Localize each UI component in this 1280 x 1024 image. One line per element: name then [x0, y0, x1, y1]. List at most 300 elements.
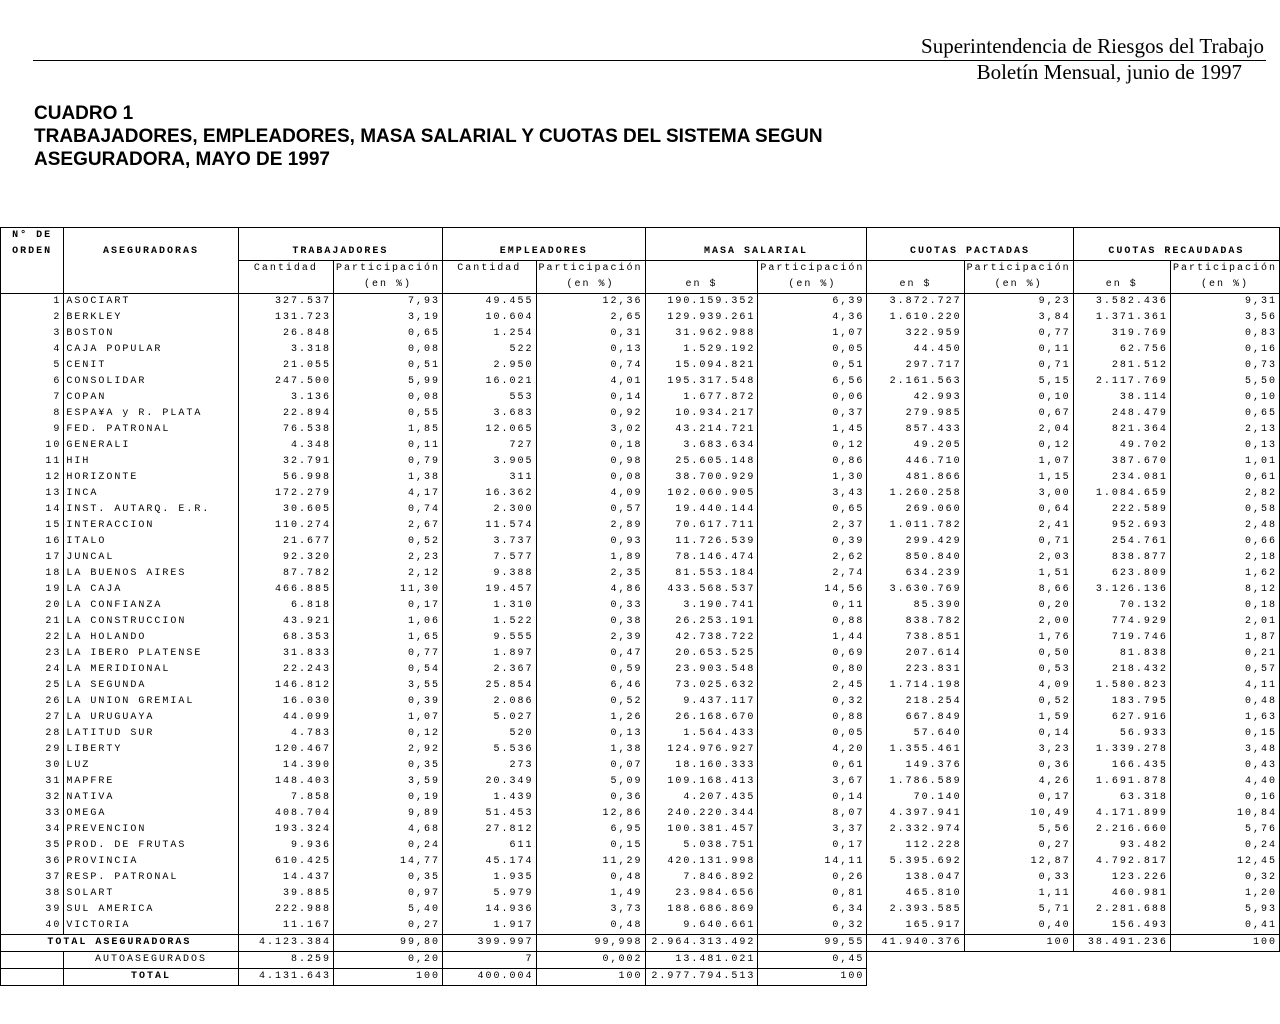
cell-value: 30.605: [238, 502, 333, 518]
cell-value: 1,51: [964, 566, 1073, 582]
cell-value: 952.693: [1073, 518, 1170, 534]
cell-value: 0,40: [964, 918, 1073, 935]
cell-value: 0,81: [758, 886, 867, 902]
cell-value: 6.818: [238, 598, 333, 614]
cell-value: 5,71: [964, 902, 1073, 918]
subheader-en-pct: (en %): [964, 277, 1073, 294]
cell-value: 38.114: [1073, 390, 1170, 406]
table-title-line-1: TRABAJADORES, EMPLEADORES, MASA SALARIAL Y CUOTAS DEL SISTEMA SEGUN: [34, 126, 823, 147]
cell-value: 1.917: [443, 918, 537, 935]
table-row: [1, 726, 1280, 742]
cell-value: 2,48: [1170, 518, 1279, 534]
cell-value: 0,48: [1170, 694, 1279, 710]
row-order: 12: [1, 470, 64, 486]
table-row: [1, 710, 1280, 726]
table-row: [1, 598, 1280, 614]
table-row: [1, 518, 1280, 534]
cell-value: 0,86: [758, 454, 867, 470]
cell-value: 1.522: [443, 614, 537, 630]
table-row: [1, 486, 1280, 502]
cell-value: 76.538: [238, 422, 333, 438]
subheader-participacion: Participación: [964, 261, 1073, 278]
table-row: [1, 822, 1280, 838]
cell-value: 2.161.563: [867, 374, 964, 390]
insurer-name: INTERACCION: [64, 518, 238, 534]
cell-value: 3.582.436: [1073, 294, 1170, 311]
insurer-name: MAPFRE: [64, 774, 238, 790]
insurer-name: LA URUGUAYA: [64, 710, 238, 726]
subheader-en-pesos: en $: [867, 277, 964, 294]
cell-value: 1,63: [1170, 710, 1279, 726]
cell-value: 9.936: [238, 838, 333, 854]
cell-value: 0,52: [964, 694, 1073, 710]
cell-value: 522: [443, 342, 537, 358]
cell-value: 1,30: [758, 470, 867, 486]
cell-value: 9.555: [443, 630, 537, 646]
cell-value: 520: [443, 726, 537, 742]
cell-value: 2,45: [758, 678, 867, 694]
insurer-name: OMEGA: [64, 806, 238, 822]
cell-value: 0,05: [758, 342, 867, 358]
table-row: [1, 406, 1280, 422]
cell-value: 0,41: [1170, 918, 1279, 935]
cell-value: 7.577: [443, 550, 537, 566]
cell-value: 1.371.361: [1073, 310, 1170, 326]
cell-value: 3,55: [334, 678, 443, 694]
cell-value: 838.877: [1073, 550, 1170, 566]
cell-value: 3.126.136: [1073, 582, 1170, 598]
cell-value: 2.964.313.492: [645, 935, 758, 952]
cell-value: 0,33: [536, 598, 645, 614]
cell-value: 2.300: [443, 502, 537, 518]
cell-value: 0,37: [758, 406, 867, 422]
cell-value: 42.993: [867, 390, 964, 406]
cell-value: 234.081: [1073, 470, 1170, 486]
cell-value: 0,05: [758, 726, 867, 742]
cell-value: 3.905: [443, 454, 537, 470]
row-order: 38: [1, 886, 64, 902]
cell-value: 10.934.217: [645, 406, 758, 422]
cell-value: 19.457: [443, 582, 537, 598]
table-row: [1, 422, 1280, 438]
cell-value: 25.854: [443, 678, 537, 694]
insurer-name: SOLART: [64, 886, 238, 902]
table-row: [1, 566, 1280, 582]
cell-value: 6,46: [536, 678, 645, 694]
cell-value: 0,08: [334, 390, 443, 406]
cell-value: 610.425: [238, 854, 333, 870]
insurer-name: LA IBERO PLATENSE: [64, 646, 238, 662]
row-order: 15: [1, 518, 64, 534]
cell-value: 299.429: [867, 534, 964, 550]
cell-value: 0,17: [964, 790, 1073, 806]
table-row: [1, 390, 1280, 406]
cell-value: 0,11: [964, 342, 1073, 358]
cell-value: 100.381.457: [645, 822, 758, 838]
cell-value: 1,38: [334, 470, 443, 486]
cell-value: 5.979: [443, 886, 537, 902]
cell-value: 0,59: [536, 662, 645, 678]
table-row: [1, 806, 1280, 822]
cell-value: 0,43: [1170, 758, 1279, 774]
cell-value: 4,11: [1170, 678, 1279, 694]
cell-value: 3,02: [536, 422, 645, 438]
cell-value: 3,00: [964, 486, 1073, 502]
cell-value: 0,14: [758, 790, 867, 806]
cell-value: 0,38: [536, 614, 645, 630]
table-row: [1, 294, 1280, 311]
insurer-name: VICTORIA: [64, 918, 238, 935]
row-order: 27: [1, 710, 64, 726]
cell-value: 4.171.899: [1073, 806, 1170, 822]
cell-value: 4.397.941: [867, 806, 964, 822]
col-orden-header-b: ORDEN: [1, 244, 64, 261]
row-order: 24: [1, 662, 64, 678]
cell-value: 0,65: [334, 326, 443, 342]
cell-value: 4,01: [536, 374, 645, 390]
cell-value: 399.997: [443, 935, 537, 952]
row-order: 17: [1, 550, 64, 566]
insurer-name: FED. PATRONAL: [64, 422, 238, 438]
cell-value: 0,69: [758, 646, 867, 662]
cell-value: 2,62: [758, 550, 867, 566]
cell-value: 1.310: [443, 598, 537, 614]
table-row: [1, 790, 1280, 806]
cell-value: 13.481.021: [645, 952, 758, 969]
cell-value: 9,89: [334, 806, 443, 822]
cell-value: 62.756: [1073, 342, 1170, 358]
cell-value: 0,50: [964, 646, 1073, 662]
subheader-cantidad: Cantidad: [238, 261, 333, 278]
cell-value: 1.564.433: [645, 726, 758, 742]
cell-value: 5,15: [964, 374, 1073, 390]
col-aseguradoras-header: ASEGURADORAS: [64, 244, 238, 261]
table-row: [1, 694, 1280, 710]
row-order: 36: [1, 854, 64, 870]
insurer-rows: [1, 294, 1280, 935]
insurer-name: LATITUD SUR: [64, 726, 238, 742]
cell-value: 0,57: [1170, 662, 1279, 678]
cell-value: 821.364: [1073, 422, 1170, 438]
cell-value: 70.617.711: [645, 518, 758, 534]
cell-value: 9,23: [964, 294, 1073, 311]
cell-value: 14.390: [238, 758, 333, 774]
total-aseguradoras-row: [1, 935, 1280, 952]
cell-value: 627.916: [1073, 710, 1170, 726]
cell-value: 0,20: [334, 952, 443, 969]
cell-value: 0,77: [334, 646, 443, 662]
cell-value: 16.362: [443, 486, 537, 502]
cell-value: 0,12: [758, 438, 867, 454]
cell-value: 8,66: [964, 582, 1073, 598]
cell-value: 0,74: [334, 502, 443, 518]
cell-value: 9,31: [1170, 294, 1279, 311]
cell-value: 0,35: [334, 758, 443, 774]
insurer-name: LA CAJA: [64, 582, 238, 598]
subheader-en-pct: (en %): [334, 277, 443, 294]
table-row: [1, 534, 1280, 550]
cell-value: 3.872.727: [867, 294, 964, 311]
cell-value: 0,39: [758, 534, 867, 550]
cell-value: 2,23: [334, 550, 443, 566]
cell-value: 3,43: [758, 486, 867, 502]
cell-value: 553: [443, 390, 537, 406]
insurer-name: CONSOLIDAR: [64, 374, 238, 390]
cell-value: 0,52: [536, 694, 645, 710]
cell-value: 25.605.148: [645, 454, 758, 470]
total-row: [1, 969, 1280, 986]
cell-value: 2.332.974: [867, 822, 964, 838]
cell-value: 1.786.589: [867, 774, 964, 790]
cell-value: 222.589: [1073, 502, 1170, 518]
cell-value: 3.190.741: [645, 598, 758, 614]
cell-value: 0,71: [964, 534, 1073, 550]
insurer-name: SUL AMERICA: [64, 902, 238, 918]
cell-value: 166.435: [1073, 758, 1170, 774]
insurer-name: NATIVA: [64, 790, 238, 806]
row-order: 26: [1, 694, 64, 710]
cell-value: 0,74: [536, 358, 645, 374]
cell-value: 719.746: [1073, 630, 1170, 646]
cell-value: 273: [443, 758, 537, 774]
cell-value: 149.376: [867, 758, 964, 774]
insurer-name: INST. AUTARQ. E.R.: [64, 502, 238, 518]
table-row: [1, 630, 1280, 646]
cell-value: 3,48: [1170, 742, 1279, 758]
cell-value: 195.317.548: [645, 374, 758, 390]
row-order: 6: [1, 374, 64, 390]
table-title-line-2: ASEGURADORA, MAYO DE 1997: [34, 149, 330, 170]
cell-value: 465.810: [867, 886, 964, 902]
cell-value: 247.500: [238, 374, 333, 390]
row-order: 1: [1, 294, 64, 311]
cell-value: 4,09: [964, 678, 1073, 694]
cell-value: 5,76: [1170, 822, 1279, 838]
cell-value: 2,04: [964, 422, 1073, 438]
cell-value: 4,36: [758, 310, 867, 326]
cell-value: 667.849: [867, 710, 964, 726]
insurer-name: ITALO: [64, 534, 238, 550]
table-row: [1, 646, 1280, 662]
insurer-name: GENERALI: [64, 438, 238, 454]
cell-value: 1.084.659: [1073, 486, 1170, 502]
insurer-name: ASOCIART: [64, 294, 238, 311]
cell-value: 5.038.751: [645, 838, 758, 854]
cell-value: 1,07: [334, 710, 443, 726]
cell-value: 15.094.821: [645, 358, 758, 374]
cell-value: 3,67: [758, 774, 867, 790]
cell-value: 10.604: [443, 310, 537, 326]
cell-value: 148.403: [238, 774, 333, 790]
row-order: 30: [1, 758, 64, 774]
row-order: 5: [1, 358, 64, 374]
cell-value: 0,07: [536, 758, 645, 774]
cell-value: 0,48: [536, 918, 645, 935]
cell-value: 49.702: [1073, 438, 1170, 454]
cell-value: 188.686.869: [645, 902, 758, 918]
cell-value: 5,93: [1170, 902, 1279, 918]
cell-value: 1,85: [334, 422, 443, 438]
cell-value: 1,89: [536, 550, 645, 566]
cell-value: 1,87: [1170, 630, 1279, 646]
col-cuotas-pactadas-header: CUOTAS PACTADAS: [867, 244, 1073, 261]
cell-value: 21.677: [238, 534, 333, 550]
cell-value: 0,39: [334, 694, 443, 710]
cell-value: 6,34: [758, 902, 867, 918]
cell-value: 0,55: [334, 406, 443, 422]
cell-value: 1.714.198: [867, 678, 964, 694]
cell-value: 0,16: [1170, 790, 1279, 806]
insurer-name: HIH: [64, 454, 238, 470]
cell-value: 51.453: [443, 806, 537, 822]
cell-value: 5.027: [443, 710, 537, 726]
cell-value: 2.367: [443, 662, 537, 678]
cell-value: 16.021: [443, 374, 537, 390]
cell-value: 45.174: [443, 854, 537, 870]
cell-value: 857.433: [867, 422, 964, 438]
insurer-name: COPAN: [64, 390, 238, 406]
table-row: [1, 774, 1280, 790]
cell-value: 68.353: [238, 630, 333, 646]
cell-value: 0,77: [964, 326, 1073, 342]
cell-value: 0,64: [964, 502, 1073, 518]
cell-value: 0,31: [536, 326, 645, 342]
cell-value: 23.903.548: [645, 662, 758, 678]
cell-value: 1.529.192: [645, 342, 758, 358]
cell-value: 0,92: [536, 406, 645, 422]
cell-value: 8,12: [1170, 582, 1279, 598]
cell-value: 5.395.692: [867, 854, 964, 870]
cell-value: 31.833: [238, 646, 333, 662]
table-row: [1, 918, 1280, 935]
cell-value: 5,99: [334, 374, 443, 390]
cell-value: 100: [1170, 935, 1279, 952]
cell-value: 0,11: [758, 598, 867, 614]
cell-value: 0,67: [964, 406, 1073, 422]
cell-value: 2.086: [443, 694, 537, 710]
cell-value: 7: [443, 952, 537, 969]
cell-value: 0,79: [334, 454, 443, 470]
row-order: 28: [1, 726, 64, 742]
cell-value: 2,67: [334, 518, 443, 534]
cell-value: 172.279: [238, 486, 333, 502]
insurer-name: INCA: [64, 486, 238, 502]
cell-value: 27.812: [443, 822, 537, 838]
insurer-name: BOSTON: [64, 326, 238, 342]
cell-value: 433.568.537: [645, 582, 758, 598]
row-order: 29: [1, 742, 64, 758]
cell-value: 0,002: [536, 952, 645, 969]
cell-value: 1,06: [334, 614, 443, 630]
cell-value: 23.984.656: [645, 886, 758, 902]
insurer-name: PREVENCION: [64, 822, 238, 838]
cell-value: 1,07: [964, 454, 1073, 470]
cell-value: 0,71: [964, 358, 1073, 374]
cell-value: 42.738.722: [645, 630, 758, 646]
cell-value: 99,55: [758, 935, 867, 952]
cell-value: 0,32: [758, 694, 867, 710]
cell-value: 12,86: [536, 806, 645, 822]
cell-value: 2.950: [443, 358, 537, 374]
cell-value: 102.060.905: [645, 486, 758, 502]
cell-value: 3,37: [758, 822, 867, 838]
cell-value: 6,95: [536, 822, 645, 838]
cell-value: 0,15: [1170, 726, 1279, 742]
cell-value: 254.761: [1073, 534, 1170, 550]
cell-value: 70.132: [1073, 598, 1170, 614]
cell-value: 5,09: [536, 774, 645, 790]
cell-value: 2,65: [536, 310, 645, 326]
cell-value: 1.897: [443, 646, 537, 662]
table-row: [1, 550, 1280, 566]
cell-value: 611: [443, 838, 537, 854]
cell-value: 0,61: [1170, 470, 1279, 486]
cell-value: 0,08: [536, 470, 645, 486]
cell-value: 38.700.929: [645, 470, 758, 486]
row-order: 11: [1, 454, 64, 470]
cell-value: 0,24: [334, 838, 443, 854]
cell-value: 26.253.191: [645, 614, 758, 630]
cell-value: 327.537: [238, 294, 333, 311]
cell-value: 9.388: [443, 566, 537, 582]
table-number: CUADRO 1: [34, 103, 134, 124]
table-row: [1, 886, 1280, 902]
cell-value: 774.929: [1073, 614, 1170, 630]
cell-value: 0,10: [1170, 390, 1279, 406]
cell-value: 1,45: [758, 422, 867, 438]
insurer-name: PROVINCIA: [64, 854, 238, 870]
cell-value: 9.437.117: [645, 694, 758, 710]
cell-value: 0,36: [536, 790, 645, 806]
cell-value: 0,36: [964, 758, 1073, 774]
subheader-participacion: Participación: [334, 261, 443, 278]
insurer-name: HORIZONTE: [64, 470, 238, 486]
cell-value: 1.339.278: [1073, 742, 1170, 758]
cell-value: 43.214.721: [645, 422, 758, 438]
insurer-name: BERKLEY: [64, 310, 238, 326]
cell-value: 1.439: [443, 790, 537, 806]
cell-value: 11,30: [334, 582, 443, 598]
cell-value: 3,84: [964, 310, 1073, 326]
cell-value: 1.254: [443, 326, 537, 342]
subheader-en-pct: (en %): [758, 277, 867, 294]
row-order: 7: [1, 390, 64, 406]
cell-value: 93.482: [1073, 838, 1170, 854]
row-order: 32: [1, 790, 64, 806]
cell-value: 20.349: [443, 774, 537, 790]
row-order: 23: [1, 646, 64, 662]
col-cuotas-recaudadas-header: CUOTAS RECAUDADAS: [1073, 244, 1279, 261]
cell-value: 92.320: [238, 550, 333, 566]
insurer-name: LA MERIDIONAL: [64, 662, 238, 678]
cell-value: 3.630.769: [867, 582, 964, 598]
table-row: [1, 438, 1280, 454]
table-row: [1, 678, 1280, 694]
cell-value: 5,50: [1170, 374, 1279, 390]
cell-value: 6,56: [758, 374, 867, 390]
cell-value: 81.553.184: [645, 566, 758, 582]
table-title-block: [34, 102, 823, 171]
cell-value: 0,20: [964, 598, 1073, 614]
table-row: [1, 342, 1280, 358]
cell-value: 49.455: [443, 294, 537, 311]
insurer-name: CENIT: [64, 358, 238, 374]
cell-value: 10,49: [964, 806, 1073, 822]
cell-value: 297.717: [867, 358, 964, 374]
row-order: 14: [1, 502, 64, 518]
cell-value: 193.324: [238, 822, 333, 838]
cell-value: 0,10: [964, 390, 1073, 406]
